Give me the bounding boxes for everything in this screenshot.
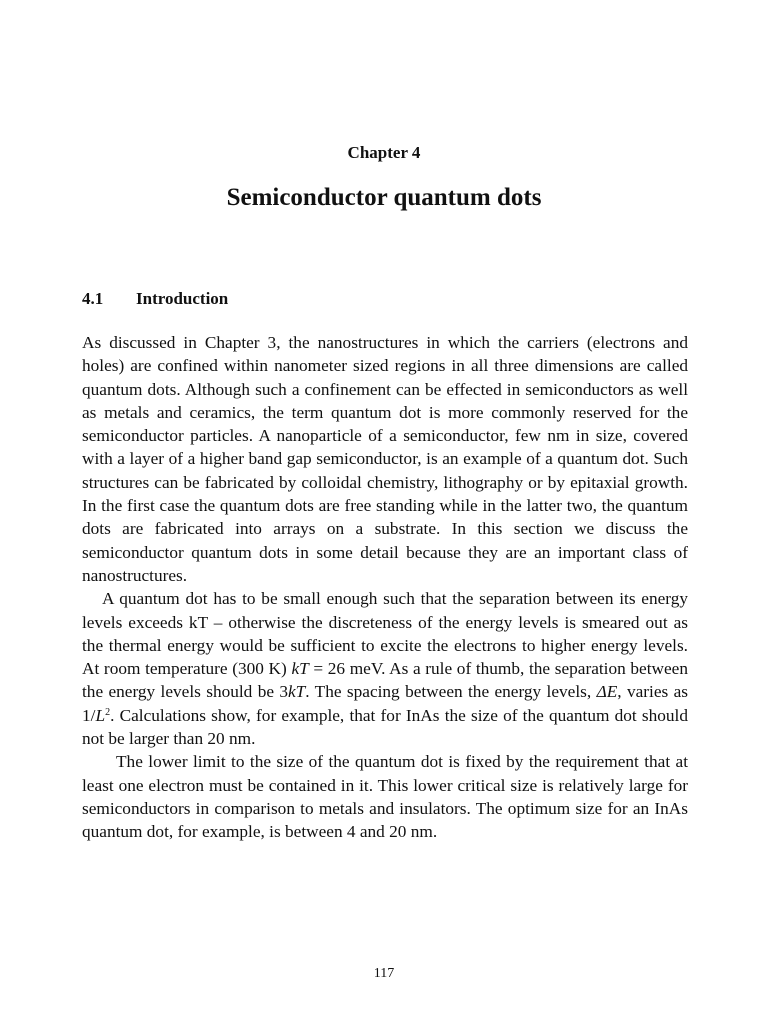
kt-symbol-2: kT <box>288 682 306 702</box>
section-title: Introduction <box>136 289 229 308</box>
l-symbol: L <box>95 705 106 725</box>
paragraph-1: As discussed in Chapter 3, the nanostructures in which the carriers (electrons and holes) are confined within nanometer sized regions in all three dimensions are called quantum dots. Although such a confinement can be effected in semiconductors as well as metals and ceramics, the term quantum dot is more commonly reserved for the semiconductor particles. A nanoparticle of a semiconductor, few nm in size, covered with a layer of a higher band gap semiconductor, is an example of a quantum dot. Such structures can be fabricated by colloidal chemistry, lithography or by epitaxial growth. In the first case the quantum dots are free standing while in the latter two, the quantum dots are fabricated into arrays on a substrate. In this section we discuss the semiconductor quantum dots in some detail because they are an important class of nanostructures. <box>82 333 688 585</box>
paragraph-2 <box>82 587 688 750</box>
paragraph-2-text-4: , varies as 1/ <box>82 682 688 725</box>
paragraph-2-text-3: . The spacing between the energy levels, <box>305 682 597 702</box>
paragraph-2-text-1: A quantum dot has to be small enough such that the separation between its energy levels exceeds kT – otherwise the discreteness of the energy levels is smeared out as the thermal energy would be sufficient to excite the electrons to higher energy levels. At room temperature (300 K) <box>82 589 688 679</box>
paragraph-2-text-5: . Calculations show, for example, that for InAs the size of the quantum dot should not be larger than 20 nm. <box>82 705 688 749</box>
body-text <box>82 331 688 844</box>
paragraph-3: The lower limit to the size of the quantum dot is fixed by the requirement that at least one electron must be contained in it. This lower critical size is relatively large for semiconductors in comparison to metals and insulators. The optimum size for an InAs quantum dot, for example, is between 4 and 20 nm. <box>82 752 688 842</box>
paragraph-2-text-2: = 26 meV. As a rule of thumb, the separation between the energy levels should be 3 <box>82 659 688 702</box>
delta-e-symbol: ΔE <box>596 682 618 702</box>
section-number: 4.1 <box>82 289 104 308</box>
chapter-label: Chapter 4 <box>347 143 421 162</box>
page-number: 117 <box>373 966 395 981</box>
chapter-title: Semiconductor quantum dots <box>226 184 542 211</box>
l-exponent: 2 <box>105 706 111 718</box>
kt-symbol: kT <box>291 659 309 679</box>
section-heading <box>82 289 228 309</box>
